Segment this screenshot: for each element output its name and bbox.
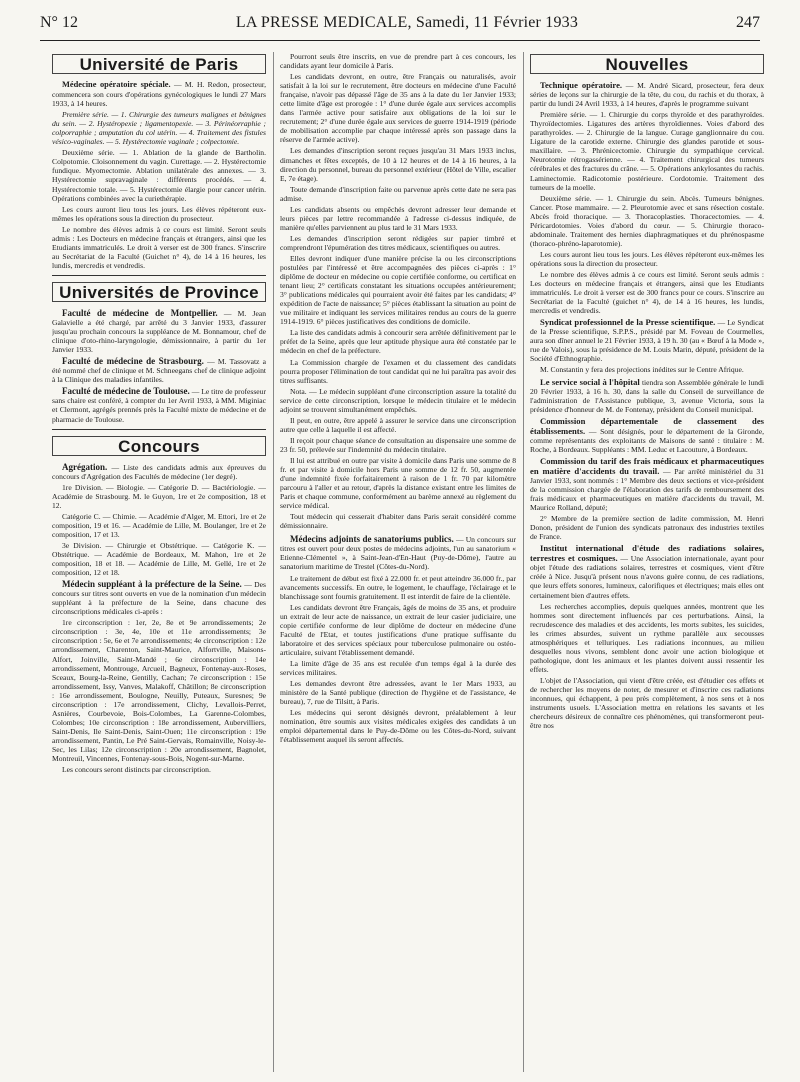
page-number: 247: [735, 14, 760, 31]
article-text: Les demandes devront être adressées, avant le 1er Mars 1933, au ministère de la Santé publique (direction de l'hygiène et de l'assistance, 4e bureau), 7, rue de Tilsitt, à Paris.: [280, 679, 516, 707]
article-text: — Une Association internationale, ayant pour objet l'étude des radiations solaires, terrestres et cosmiques, vient d'être créée à Nice. Jusqu'à présent nous n'avons guère connu, de ces radiations, que leurs effets sonores, lumineux, calorifiques et électriques; mais elles ont certainement bien d'autres effets.: [530, 554, 764, 600]
article-text: — Un concours sur titres est ouvert pour deux postes de médecins adjoints, l'un au sanatorium « Etienne-Clémentel », à Saint-Jean-d'En-Haut (Puy-de-Dôme), l'autre au sanatorium maritime de Trestel (Côtes-du-Nord).: [280, 535, 516, 572]
article-heading: Faculté de médecine de Montpellier.: [62, 307, 218, 318]
divider: [52, 429, 266, 430]
article-text: 1re circonscription : 1er, 2e, 8e et 9e arrondissements; 2e circonscription : 3e, 4e, 10e et 11e arrondissements; 3e circonscription : 5e, 6e et 7e arrondissements; 4e circonscription : 12e arrondissement, Charenton, Saint-Maurice, Alfortville, Maisons-Alfort, Joinville, Saint-Mandé ; 6e circonscription : 14e arrondissement, Montrouge, Arcueil, Bagneux, Fontenay-aux-Roses, Sceaux, Bourg-la-Reine, Gentilly, Cachan; 7e circonscription : 15e arrondissement, Issy, Vanves, Malakoff, Châtillon; 8e circonscription : 16e arrondissement, Boulogne, Neuilly, Puteaux, Suresnes; 9e circonscription : 17e arrondissement, Clichy, Levallois-Perret, Asnières, Courbevoie, Bois-Colombes, La Garenne-Colombes, Colombes; 10e circonscription : 18e arrondissement, Aubervilliers, Saint-Denis, Ile Saint-Denis, Saint-Ouen; 11e circonscription : 19e arrondissement, Pantin, Le Pré Saint-Gervais, Romainville, Noisy-le-Sec, les Lilas; 12e circonscription : 20e arrondissement, Bagnolet, Montreuil, Vincennes, Fontenay-sous-Bois, Nogent-sur-Marne.: [52, 618, 266, 764]
journal-title: LA PRESSE MEDICALE, Samedi, 11 Février 1933: [235, 14, 579, 31]
article-text: — M. Tassovatz a été nommé chef de clinique et M. Schneegans chef de clinique adjoint à la Clinique des maladies infantiles.: [52, 357, 266, 385]
column-right: [530, 52, 764, 1074]
article-text: Le nombre des élèves admis à ce cours est limité. Seront seuls admis : Les docteurs en médecine français et étrangers, ainsi que les Etudiants immatriculés. Le droit à verser est de 300 francs pour ce cours. S'inscrire au Secrétariat de la Faculté (guichet n° 4), de 14 à 16 heures, les lundis, mercredis et vendredis.: [530, 269, 764, 316]
page-header: [40, 14, 760, 38]
section-title: Nouvelles: [605, 55, 689, 74]
section-title: Universités de Province: [59, 282, 259, 302]
article-text: — M. André Sicard, prosecteur, fera deux séries de leçons sur la chirurgie de la tête, du cou, du rachis et du thorax, à partir du lundi 24 Avril 1933, à 14 heures, d'après le programme suivant: [530, 81, 764, 109]
article-heading: Agrégation.: [62, 461, 108, 472]
article-text: La liste des candidats admis à concourir sera arrêtée définitivement par le préfet de la Seine, après que leur aptitude physique aura été constatée par le médecin en chef de la préfecture.: [280, 328, 516, 356]
article-text: — Des concours sur titres sont ouverts en vue de la nomination d'un médecin suppléant à la préfecture de la Seine, dans chacune des circonscriptions médicales ci-après :: [52, 580, 266, 617]
article-text: Les demandes d'inscription seront rédigées sur papier timbré et comprendront l'épumération des titres médicaux, scientifiques ou autres.: [280, 233, 516, 252]
article-heading: Le service social à l'hôpital: [540, 376, 640, 387]
article-text: 3e Division. — Chirurgie et Obstétrique. — Catégorie K. — Obstétrique. — Académie de Bordeaux, M. Mahon, 1re et 2e composition, 18 et 18. — Académie de Lille, M. Gellé, 1re et 2e composition, 12 et 18.: [52, 540, 266, 578]
article-text: — Par arrêté ministériel du 31 Janvier 1933, sont nommés : 1° Membre des deux sections et vice-président de la commission chargée de l'élaboration des tarifs de remboursement des frais médicaux et pharmaceutiques en matière d'accidents du travail, M. Maurice Rolland, député;: [530, 466, 764, 513]
article-heading: Commission du tarif des frais médicaux et pharmaceutiques en matière d'accidents du travail.: [530, 455, 764, 476]
article-heading: Médecin suppléant à la préfecture de la Seine.: [62, 579, 242, 590]
article-text: 2° Membre de la première section de ladite commission, M. Henri Donon, président de l'union des syndicats patronaux des industries textiles de France.: [530, 514, 764, 542]
article-text: — M. Jean Galavielle a été chargé, par arrêté du 3 Janvier 1933, d'assurer jusqu'au prochain concours la suppléance de M. Bonnamour, chef de clinique d'oto-rhino-laryngologie, démissionnaire, à partir du 1er Janvier 1933.: [52, 308, 266, 355]
article-text: Les cours auront lieu tous les jours. Les élèves répéteront eux-mêmes les opérations sous la direction du prosecteur.: [530, 249, 764, 268]
article-text: Première série. — 1. Chirurgie des tumeurs malignes et bénignes du sein. — 2. Hystéropexie ; ligamentopexie. — 3. Périnéorraphie ; colporraphie ; amputation du col utérin. — 4. Traitement des fistules vésico-vaginales. — 5. Hystérectomie vaginale ; colpectomie.: [52, 110, 266, 147]
article-heading: Commission départementale de classement des établissements.: [530, 415, 764, 436]
article-text: Les candidats absents ou empêchés devront adresser leur demande et leurs pièces par lettre recommandée à l'adresse ci-dessus indiquée, de manière qu'elles parviennent au plus tard le 31 Mars 1933.: [280, 204, 516, 232]
article-heading: Médecine opératoire spéciale.: [62, 80, 171, 90]
column-left: [52, 52, 266, 1074]
article-text: — M. H. Redon, prosecteur, commencera son cours d'opérations gynécologiques le lundi 27 Mars 1933, à 14 heures.: [52, 80, 266, 109]
section-box-nouvelles: [530, 54, 764, 74]
article-text: La limite d'âge de 35 ans est reculée d'un temps égal à la durée des services militaires.: [280, 658, 516, 677]
divider: [52, 275, 266, 276]
column-divider: [273, 52, 274, 1072]
article-text: Nota. — Le médecin suppléant d'une circonscription assure la totalité du service de cette circonscription, lorsque le médecin titulaire et le médecin adjoint se trouvent simultanément empêchés.: [280, 386, 516, 414]
article-text: Il peut, en outre, être appelé à assurer le service dans une circonscription autre que celle à laquelle il est affecté.: [280, 415, 516, 434]
article-text: Elles devront indiquer d'une manière précise la ou les circonscriptions postulées par l'intéressé et être accompagnées des pièces ci-après : 1° diplôme de docteur en médecine ou copie certifiée conforme, ou certificat en tenant lieu; 2° certificats constatant les situations occupées antérieurement; 3° publications médicales qui pourraient avoir été faites par les candidats; 4° expédition de l'acte de naissance; 5° pièces établissant la situation au point de vue militaire et indiquant les services militaires rendus au cours de la guerre 1914-1919. 6° pièces justificatives des conditions de domicile.: [280, 253, 516, 327]
header-rule: [40, 40, 760, 41]
article-text: Les candidats devront, en outre, être Français ou naturalisés, avoir satisfait à la loi sur le recrutement, être docteurs en médecine d'une Faculté française, n'avoir pas dépassé l'âge de 35 ans à la date du 1er Janvier 1933; cette limite d'âge est prorogée : 1° d'une durée égale aux services accomplis dans l'armée active pour satisfaire aux obligations de la loi sur le recrutement; 2° d'une durée égale aux services de guerre 1914-1919 (période de mobilisation accomplie par chaque intéressé après son passage dans la réserve de l'armée active).: [280, 72, 516, 145]
article-heading: Médecins adjoints de sanatoriums publics.: [290, 534, 454, 545]
article-text: Les recherches accomplies, depuis quelques années, montrent que les hommes sont directement influencés par ces perturbations. Ainsi, la recrudescence des maladies et des accidents, les morts subites, les suicides, les crimes absurdes, suivent un rythme parallèle aux secousses atmosphériques et telluriques. Les radiations inconnues, au milieu desquelles nous vivons, semblent donc avoir une action biologique et pathologique, dont les animaux et les plantes doivent aussi ressentir les effets.: [530, 601, 764, 674]
article-text: — Le Syndicat de la Presse scientifique, S.P.P.S., présidé par M. Foveau de Courmelles, aura son dîner annuel le 21 Février 1933, à 19 h. 30 (au « Bœuf à la Mode », rue de Valois), sous la présidence de M. Louis Marin, député, président de la Société d'Ethnographie.: [530, 318, 764, 364]
article-text: L'objet de l'Association, qui vient d'être créée, est d'étudier ces effets et de rechercher les moyens de noter, de mesurer et d'inscrire ces radiations inconnues, qui échappent, à peu près complètement, à nos sens et à nos instruments usuels. L'Association mettra en relations les savants et les chercheurs désireux de connaître ces phénomènes, qui transformeront peut-être nos: [530, 675, 764, 731]
section-title: Université de Paris: [79, 55, 239, 74]
section-title: Concours: [118, 436, 200, 456]
article-text: Les concours seront distincts par circonscription.: [62, 765, 211, 775]
article-heading: Syndicat professionnel de la Presse scientifique.: [540, 317, 716, 328]
issue-number: N° 12: [40, 14, 78, 31]
article-text: Catégorie C. — Chimie. — Académie d'Alger, M. Ettori, 1re et 2e composition, 19 et 16. — Académie de Lille, M. Boulanger, 1re et 2e composition, 17 et 13.: [52, 511, 266, 539]
article-text: Le nombre des élèves admis à ce cours est limité. Seront seuls admis : Les Docteurs en médecine français et étrangers, ainsi que les Etudiants immatriculés. Le droit à verser est de 300 francs. S'inscrire au Secrétariat de la Faculté (Guichet n° 4), de 14 à 16 heures, les lundis, mercredis et vendredis.: [52, 224, 266, 270]
article-text: Le traitement de début est fixé à 22.000 fr. et peut atteindre 36.000 fr., par avancements successifs. En outre, le logement, le chauffage, l'éclairage et le blanchissage sont fournis gratuitement. Il est interdit de faire de la clientèle.: [280, 573, 516, 601]
article-text: — Le titre de professeur sans chaire est conféré, à compter du 1er Avril 1933, à MM. Miginiac et Clermont, agrégés prennés près la Faculté mixte de médecine et de pharmacie de Toulouse.: [52, 387, 266, 424]
article-heading: Technique opératoire.: [540, 80, 623, 91]
column-divider: [523, 52, 524, 1072]
article-text: 1re Division. — Biologie. — Catégorie D. — Bactériologie. — Académie de Strasbourg. M. le Guyon, 1re et 2e composition, 18 et 12.: [52, 482, 266, 510]
article-text: Les médecins qui seront désignés devront, préalablement à leur nomination, être soumis aux visites médicales exigées des candidats à un emploi départemental dans le Puy-de-Dôme ou les Côtes-du-Nord, suivant l'établissement auquel ils seront affectés.: [280, 708, 516, 745]
article-text: Toute demande d'inscription faite ou parvenue après cette date ne sera pas admise.: [280, 184, 516, 203]
article-heading: Faculté de médecine de Toulouse.: [62, 386, 190, 397]
article-text: Pourront seuls être inscrits, en vue de prendre part à ces concours, les candidats ayant leur domicile à Paris.: [280, 52, 516, 71]
column-middle: [280, 52, 516, 1074]
section-box-concours: [52, 436, 266, 456]
article-heading: Institut international d'étude des radiations solaires, terrestres et cosmiques.: [530, 543, 764, 564]
article-text: Il lui est attribué en outre par visite à domicile dans Paris une somme de 8 fr. et par visite à domicile hors Paris une somme de 12 fr. 50, augmentée d'une indemnité fixée forfaitairement à raison de 1 fr. 70 par kilomètre parcouru à l'aller et au retour, d'après la distance existant entre les limites de Paris et chaque commune, conformément au barème annexé au règlement du service médical.: [280, 455, 516, 511]
article-text: Première série. — 1. Chirurgie du corps thyroïde et des parathyroïdes. Thyroïdectomies. Ligatures des artères thyroïdiennes. Voies d'abord des parathyroïdes. — 2. Chirurgie de la langue. Curage ganglionnaire du cou. Ligature de la carotide externe. Chirurgie des glandes parotide et sous-maxillaire. — 3. Phrénicectomie. Chirurgie du sympathique cervical. Neurotomie rétrogassérienne. — 4. Traitement chirurgical des tumeurs cérébrales et des fractures du crâne. — 5. Opérations ankylosantes du rachis. Laminectomie. Radicotomie postérieure. Cordotomie. Traitement des tumeurs de la moelle.: [530, 110, 764, 192]
article-text: Deuxième série. — 1. Ablation de la glande de Bartholin. Colpotomie. Cloisonnement du vagin. Curettage. — 2. Hystérectomie fundique. Myomectomie. Ablation unilatérale des annexes. — 3. Hystérectomie supravaginale : différents procédés. — 4. Hystérectomie totale. — 5. Hystérectomie élargie pour cancer utérin. Opérations combinées avec la curiethérapie.: [52, 148, 266, 203]
article-text: Les cours auront lieu tous les jours. Les élèves répéteront eux-mêmes les opérations sous la direction du prosecteur.: [52, 204, 266, 223]
article-heading: Faculté de médecine de Strasbourg.: [62, 356, 204, 367]
article-text: Les demandes d'inscription seront reçues jusqu'au 31 Mars 1933 inclus, dimanches et fêtes exceptés, de 10 à 12 heures et de 14 à 16 heures, à la direction du personnel, bureau du personnel extérieur (Hôtel de Ville, escalier E, 7e étage).: [280, 146, 516, 183]
article-text: Tout médecin qui cesserait d'habiter dans Paris serait considéré comme démissionnaire.: [280, 512, 516, 531]
section-box-paris: [52, 54, 266, 74]
article-text: Deuxième série. — 1. Chirurgie du sein. Abcès. Tumeurs bénignes. Cancer. Ptose mammaire. — 2. Pleurotomie avec et sans résection costale. Abcès froid thoracique. — 3. Thoracoplasties. Thoracectomies. — 4. Péricardotomies. Voies d'abord du cœur. — 5. Chirurgie thoraco-abdominale. Traitement des hernies diaphragmatiques et du phrénospasme (thoraco-phréno-laparotomie).: [530, 193, 764, 248]
article-text: M. Constantin y fera des projections inédites sur le Centre Afrique.: [540, 365, 744, 375]
article-text: La Commission chargée de l'examen et du classement des candidats pourra proposer l'élimination de tout candidat qui ne lui paraîtra pas avoir des titres suffisants.: [280, 357, 516, 385]
section-box-province: [52, 282, 266, 302]
article-text: Il reçoit pour chaque séance de consultation au dispensaire une somme de 23 fr. 50, prélevée sur l'indemnité du médecin titulaire.: [280, 435, 516, 454]
article-text: — Sont désignés, pour le département de la Gironde, comme représentants des exploitants de Maisons de santé : titulaire : M. Roche, à Bordeaux. Suppléants : MM. Leduc et Lacouture, à Bordeaux.: [530, 426, 764, 454]
article-text: Les candidats devront être Français, âgés de moins de 35 ans, et produire un extrait de leur acte de naissance, un extrait de leur casier judiciaire, une copie certifiée conforme de leur diplôme de docteur en médecine d'une Faculté de l'Etat, et toutes justifications d'une pratique suffisante du laboratoire et des services spéciaux pour tuberculose pulmonaire ou ostéo-articulaire, suivant l'établissement demandé.: [280, 602, 516, 657]
article-text: — Liste des candidats admis aux épreuves du concours d'Agrégation des Facultés de médecine (1er degré).: [52, 462, 266, 481]
article-text: tiendra son Assemblée générale le lundi 20 Février 1933, à 16 h. 30, dans la salle du Conseil de surveillance de l'administration de l'Assistance publique, 3, avenue Victoria, sous la présidence d'honneur de M. de Fontenay, président du Conseil municipal.: [530, 377, 764, 414]
